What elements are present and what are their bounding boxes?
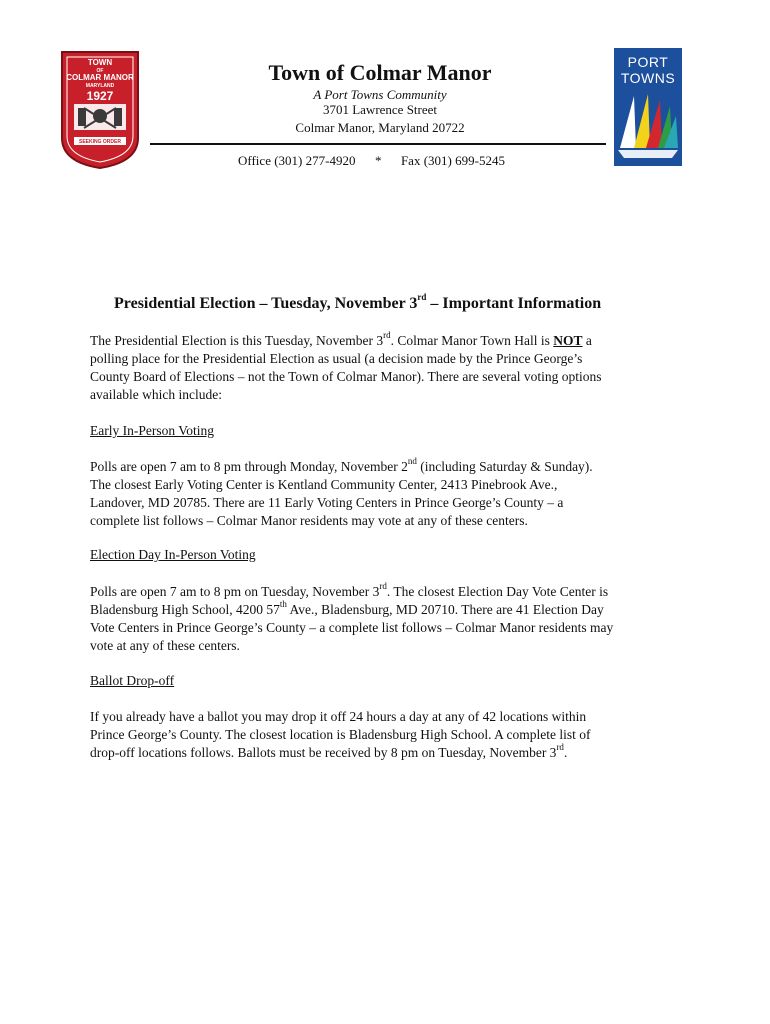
intro-text-c: a [582, 333, 592, 348]
dropoff-text-b: . [563, 745, 568, 760]
early-voting-heading: Early In-Person Voting [90, 423, 214, 438]
eday-text-d: Ave., Bladensburg, MD 20710. There are 41 Election Day [286, 602, 604, 617]
port-towns-logo [614, 48, 682, 166]
eday-line3: Vote Centers in Prince George’s County – a complete list follows – Colmar Manor residents may [90, 620, 614, 635]
eday-line4: vote at any of these centers. [90, 638, 240, 653]
eday-text-b: . The closest Election Day Vote Center is [386, 584, 609, 599]
seal-line2: OF [96, 68, 104, 74]
contact-separator: * [374, 153, 382, 168]
port-towns-line1: PORT [627, 54, 669, 70]
election-day-heading: Election Day In-Person Voting [90, 547, 256, 562]
seal-emblem [74, 104, 126, 130]
intro-text-a: The Presidential Election is this Tuesday, November 3 [90, 333, 384, 348]
eday-text-c: Bladensburg High School, 4200 57 [90, 602, 280, 617]
intro-line4: available which include: [90, 387, 222, 402]
election-day-paragraph [90, 580, 690, 655]
dropoff-line2: Prince George’s County. The closest location is Bladensburg High School. A complete list of [90, 727, 591, 742]
office-phone: Office (301) 277-4920 [238, 153, 356, 168]
dropoff-text-a: drop-off locations follows. Ballots must be received by 8 pm on Tuesday, November 3 [90, 745, 557, 760]
letterhead-address-line2: Colmar Manor, Maryland 20722 [295, 120, 465, 135]
early-text-a: Polls are open 7 am to 8 pm through Monday, November 2 [90, 459, 408, 474]
early-line4: complete list follows – Colmar Manor residents may vote at any of these centers. [90, 513, 528, 528]
fax-number: Fax (301) 699-5245 [400, 153, 505, 168]
seal-line3: COLMAR MANOR [66, 73, 134, 82]
early-sup: nd [407, 455, 417, 466]
seal-line4: MARYLAND [85, 83, 115, 89]
early-text-b: (including Saturday & Sunday). [416, 459, 593, 474]
intro-paragraph [90, 329, 690, 404]
intro-line2: polling place for the Presidential Election as usual (a decision made by the Prince George’s [90, 351, 583, 366]
intro-text-b: . Colmar Manor Town Hall is [390, 333, 554, 348]
heading-superscript: rd [417, 291, 427, 302]
heading-text-end: – Important Information [426, 295, 602, 312]
dropoff-sup: rd [556, 741, 564, 752]
page-title [114, 291, 674, 314]
eday-sup-a: rd [379, 580, 387, 591]
seal-line1: TOWN [87, 58, 113, 67]
eday-text-a: Polls are open 7 am to 8 pm on Tuesday, November 3 [90, 584, 380, 599]
contact-line [238, 153, 505, 169]
dropoff-line1: If you already have a ballot you may drop it off 24 hours a day at any of 42 locations within [90, 709, 587, 724]
heading-text-start: Presidential Election – Tuesday, November 3 [114, 295, 418, 312]
letterhead-subtitle: A Port Towns Community [313, 87, 447, 102]
eday-sup-c: th [279, 598, 287, 609]
seal-motto: SEEKING ORDER [79, 139, 121, 145]
ballot-dropoff-paragraph [90, 708, 690, 762]
early-line3: Landover, MD 20785. There are 11 Early Voting Centers in Prince George’s County – a [90, 495, 564, 510]
port-towns-line2: TOWNS [620, 70, 676, 86]
sailboat-icon [614, 86, 682, 166]
seal-year: 1927 [86, 89, 114, 103]
early-voting-paragraph [90, 455, 690, 530]
intro-line3: County Board of Elections – not the Town of Colmar Manor). There are several voting options [90, 369, 602, 384]
early-line2: The closest Early Voting Center is Kentland Community Center, 2413 Pinebrook Ave., [90, 477, 558, 492]
ballot-dropoff-heading: Ballot Drop-off [90, 673, 175, 688]
intro-sup: rd [383, 329, 391, 340]
town-seal-logo [60, 50, 140, 170]
intro-not-emphasis: NOT [553, 333, 583, 348]
letterhead-address-line1: 3701 Lawrence Street [322, 102, 438, 117]
town-name-title: Town of Colmar Manor [268, 60, 492, 85]
port-towns-logo-text [614, 54, 682, 86]
letterhead-divider [150, 143, 606, 145]
